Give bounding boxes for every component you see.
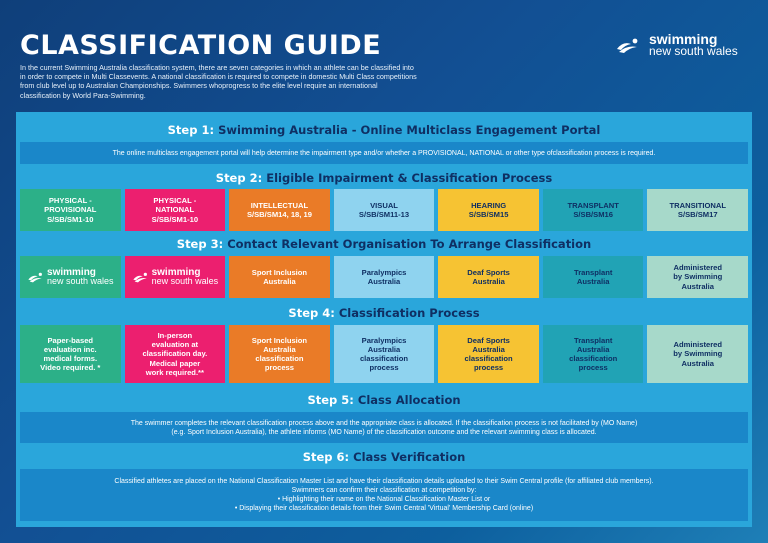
step5-text-line1: The swimmer completes the relevant classification process above and the appropriate class is allocated. If the classification process is not facilitated by (MO Name) (130, 419, 638, 427)
org-swimming-nsw-logo: swimming new south wales (20, 256, 121, 298)
process-swimming-australia: Administered by Swimming Australia (647, 325, 748, 383)
step5-text-line2: (e.g. Sport Inclusion Australia), the athlete informs (MO Name) of the classification outcome and the relevant swimming class is allocated. (171, 428, 597, 436)
step2-header (16, 171, 752, 185)
process-row (20, 325, 748, 383)
impairment-physical-national: PHYSICAL - NATIONAL S/SB/SM1-10 (125, 189, 226, 231)
step6-text-line4: • Displaying their classification details from their Swim Central 'Virtual' Membership Card (online) (234, 505, 534, 512)
step6-text-line1: Classified athletes are placed on the National Classification Master List and have their classification details uploaded to their Swim Central profile (for affiliated club members). (114, 478, 654, 485)
step5-title: Class Allocation (357, 393, 461, 407)
step6-text-line2: Swimmers can confirm their classification at competition by: (291, 487, 477, 494)
impairment-physical-provisional: PHYSICAL - PROVISIONAL S/SB/SM1-10 (20, 189, 121, 231)
process-paper-based: Paper-based evaluation inc. medical forms. Video required. * (20, 325, 121, 383)
step1-header (16, 123, 752, 137)
step5-band (20, 412, 748, 443)
step1-num: Step 1: (167, 123, 215, 137)
process-paralympics: Paralympics Australia classification process (334, 325, 435, 383)
impairment-row (20, 189, 748, 231)
swimmer-wave-icon (27, 270, 47, 284)
logo-line2: new south wales (649, 44, 738, 58)
step4-title: Classification Process (338, 306, 480, 320)
page-title: CLASSIFICATION GUIDE (20, 30, 382, 61)
org-sport-inclusion-australia: Sport Inclusion Australia (229, 256, 330, 298)
step1-band (20, 142, 748, 164)
step6-band (20, 469, 748, 521)
impairment-transplant: TRANSPLANT S/SB/SM16 (543, 189, 644, 231)
step4-header (16, 306, 752, 320)
step5-header (16, 393, 752, 407)
org-swimming-nsw-logo: swimming new south wales (125, 256, 226, 298)
org-transplant-australia: Transplant Australia (543, 256, 644, 298)
intro-paragraph: In the current Swimming Australia classification system, there are seven categories in which an athlete can be classified into in order to compete in Multi Classevents. A national classification is required to compete in domestic Multi Class competitions from club level up to Australian Championships. Swimmers whoprogress to the elite level require an international classification by World Para-Swimming. (20, 63, 417, 100)
step6-title: Class Verification (353, 450, 466, 464)
swimmer-wave-icon (615, 35, 645, 55)
swimmer-wave-icon (132, 270, 152, 284)
process-sport-inclusion: Sport Inclusion Australia classification process (229, 325, 330, 383)
step3-header (16, 237, 752, 251)
step1-text: The online multiclass engagement portal will help determine the impairment type and/or whether a PROVISIONAL, NATIONAL or other type ofclassification process is required. (112, 149, 656, 157)
org-deaf-sports-australia: Deaf Sports Australia (438, 256, 539, 298)
impairment-visual: VISUAL S/SB/SM11-13 (334, 189, 435, 231)
step5-num: Step 5: (307, 393, 354, 407)
step6-header (16, 450, 752, 464)
process-transplant: Transplant Australia classification process (543, 325, 644, 383)
process-in-person: In-person evaluation at classification day. Medical paper work required.** (125, 325, 226, 383)
step2-num: Step 2: (215, 171, 263, 185)
impairment-intellectual: INTELLECTUAL S/SB/SM14, 18, 19 (229, 189, 330, 231)
org-paralympics-australia: Paralympics Australia (334, 256, 435, 298)
logo-line1: swimming (649, 31, 718, 47)
swimming-nsw-logo[interactable] (615, 33, 738, 57)
step6-num: Step 6: (302, 450, 350, 464)
step2-title: Eligible Impairment & Classification Process (266, 171, 553, 185)
process-deaf-sports: Deaf Sports Australia classification process (438, 325, 539, 383)
impairment-hearing: HEARING S/SB/SM15 (438, 189, 539, 231)
organisation-row (20, 256, 748, 298)
step1-title: Swimming Australia - Online Multiclass Engagement Portal (218, 123, 601, 137)
impairment-transitional: TRANSITIONAL S/SB/SM17 (647, 189, 748, 231)
step3-title: Contact Relevant Organisation To Arrange Classification (227, 237, 592, 251)
step6-text-line3: • Highlighting their name on the National Classification Master List or (277, 496, 491, 503)
org-swimming-australia: Administered by Swimming Australia (647, 256, 748, 298)
step4-num: Step 4: (288, 306, 335, 320)
step3-num: Step 3: (176, 237, 224, 251)
